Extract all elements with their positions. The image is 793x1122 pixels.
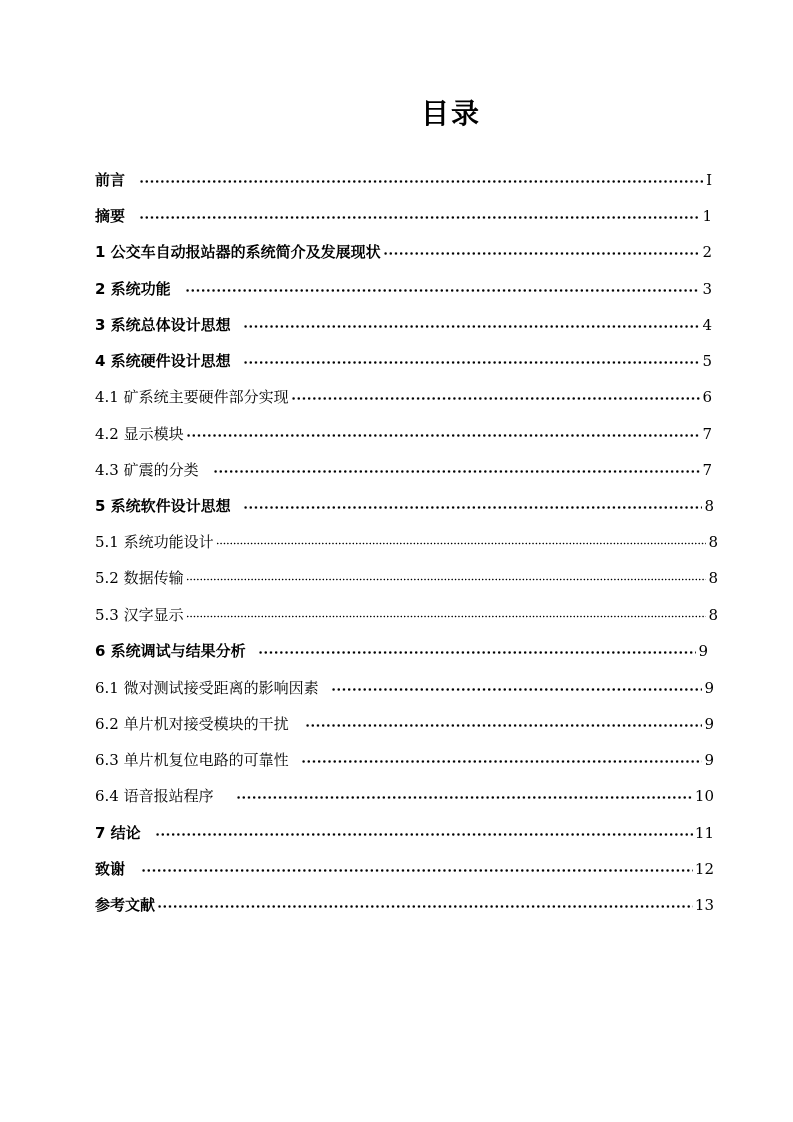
toc-entry-page: 8	[708, 533, 718, 551]
toc-entry-page: 12	[694, 860, 714, 878]
toc-entry	[95, 240, 712, 262]
toc-entry	[95, 784, 714, 806]
toc-leader-dots	[157, 899, 693, 913]
toc-entry-label: 1 公交车自动报站器的系统简介及发展现状	[95, 243, 381, 261]
toc-entry	[95, 821, 714, 843]
toc-entry	[95, 639, 708, 661]
toc-entry-page: 9	[704, 751, 714, 769]
toc-leader-dots	[139, 174, 704, 188]
toc-entry	[95, 277, 712, 299]
toc-entry-page: 7	[702, 425, 712, 443]
toc-entry	[95, 893, 714, 915]
toc-entry	[95, 676, 714, 698]
toc-entry	[95, 204, 712, 226]
toc-entry	[95, 168, 712, 190]
toc-entry-label: 摘要	[95, 207, 126, 225]
toc-leader-dots	[155, 827, 693, 841]
toc-entry-label: 6.4 语音报站程序	[95, 787, 214, 805]
toc-entry-page: 13	[694, 896, 714, 914]
toc-entry-label: 2 系统功能	[95, 280, 171, 298]
toc-leader-dots	[186, 428, 701, 442]
toc-entry	[95, 712, 714, 734]
toc-entry-page: 8	[704, 497, 714, 515]
toc-leader-dots	[139, 210, 700, 224]
toc-entry-label: 6 系统调试与结果分析	[95, 642, 246, 660]
toc-entry	[95, 422, 712, 444]
toc-entry	[95, 313, 712, 335]
toc-entry-page: 9	[698, 642, 708, 660]
toc-leader-dots	[301, 754, 703, 768]
toc-entry-page: 3	[702, 280, 712, 298]
toc-entry	[95, 385, 712, 407]
toc-entry-page: I	[706, 171, 712, 189]
toc-leader-dots	[243, 500, 703, 514]
toc-leader-dots	[331, 682, 703, 696]
toc-entry	[95, 857, 714, 879]
toc-entry-page: 8	[708, 606, 718, 624]
toc-entry-page: 4	[702, 316, 712, 334]
toc-leader-dots	[141, 863, 693, 877]
toc-entry-page: 9	[704, 715, 714, 733]
toc-entry-page: 9	[704, 679, 714, 697]
toc-entry	[95, 494, 714, 516]
toc-entry-label: 5 系统软件设计思想	[95, 497, 231, 515]
toc-entry-label: 5.2 数据传输	[95, 569, 184, 587]
toc-entry-label: 6.1 微对测试接受距离的影响因素	[95, 679, 319, 697]
toc-entry-label: 4.2 显示模块	[95, 425, 184, 443]
toc-title: 目录	[420, 97, 481, 130]
toc-entry-page: 11	[694, 824, 714, 842]
toc-leader-dots	[243, 355, 701, 369]
toc-entry-page: 2	[702, 243, 712, 261]
toc-entry-label: 5.3 汉字显示	[95, 606, 184, 624]
toc-leader-dots	[213, 464, 701, 478]
toc-entry-label: 3 系统总体设计思想	[95, 316, 231, 334]
toc-leader-dots	[185, 283, 701, 297]
toc-entry-label: 4.3 矿震的分类	[95, 461, 199, 479]
toc-entry-label: 4.1 矿系统主要硬件部分实现	[95, 388, 289, 406]
toc-entry-label: 7 结论	[95, 824, 141, 842]
toc-entry-page: 6	[702, 388, 712, 406]
toc-entry-label: 致谢	[95, 860, 126, 878]
toc-entry	[95, 349, 712, 371]
toc-entry-label: 参考文献	[95, 896, 156, 914]
toc-leader-dots	[216, 536, 707, 550]
toc-entry-page: 5	[702, 352, 712, 370]
toc-leader-dots	[305, 718, 703, 732]
toc-entry-page: 7	[702, 461, 712, 479]
toc-entry	[95, 748, 714, 770]
toc-entry-page: 10	[694, 787, 714, 805]
toc-leader-dots	[243, 319, 701, 333]
toc-entry-label: 6.3 单片机复位电路的可靠性	[95, 751, 289, 769]
toc-entry	[95, 603, 718, 625]
toc-leader-dots	[236, 790, 693, 804]
toc-entry-label: 5.1 系统功能设计	[95, 533, 214, 551]
toc-entry-label: 前言	[95, 171, 126, 189]
toc-leader-dots	[186, 609, 707, 623]
toc-entry	[95, 566, 718, 588]
toc-entry-page: 1	[702, 207, 712, 225]
toc-entry	[95, 530, 718, 552]
toc-entry-label: 4 系统硬件设计思想	[95, 352, 231, 370]
toc-leader-dots	[291, 391, 701, 405]
toc-leader-dots	[383, 246, 701, 260]
toc-entry	[95, 458, 712, 480]
toc-entry-page: 8	[708, 569, 718, 587]
toc-leader-dots	[258, 645, 697, 659]
toc-entry-label: 6.2 单片机对接受模块的干扰	[95, 715, 289, 733]
toc-leader-dots	[186, 572, 707, 586]
